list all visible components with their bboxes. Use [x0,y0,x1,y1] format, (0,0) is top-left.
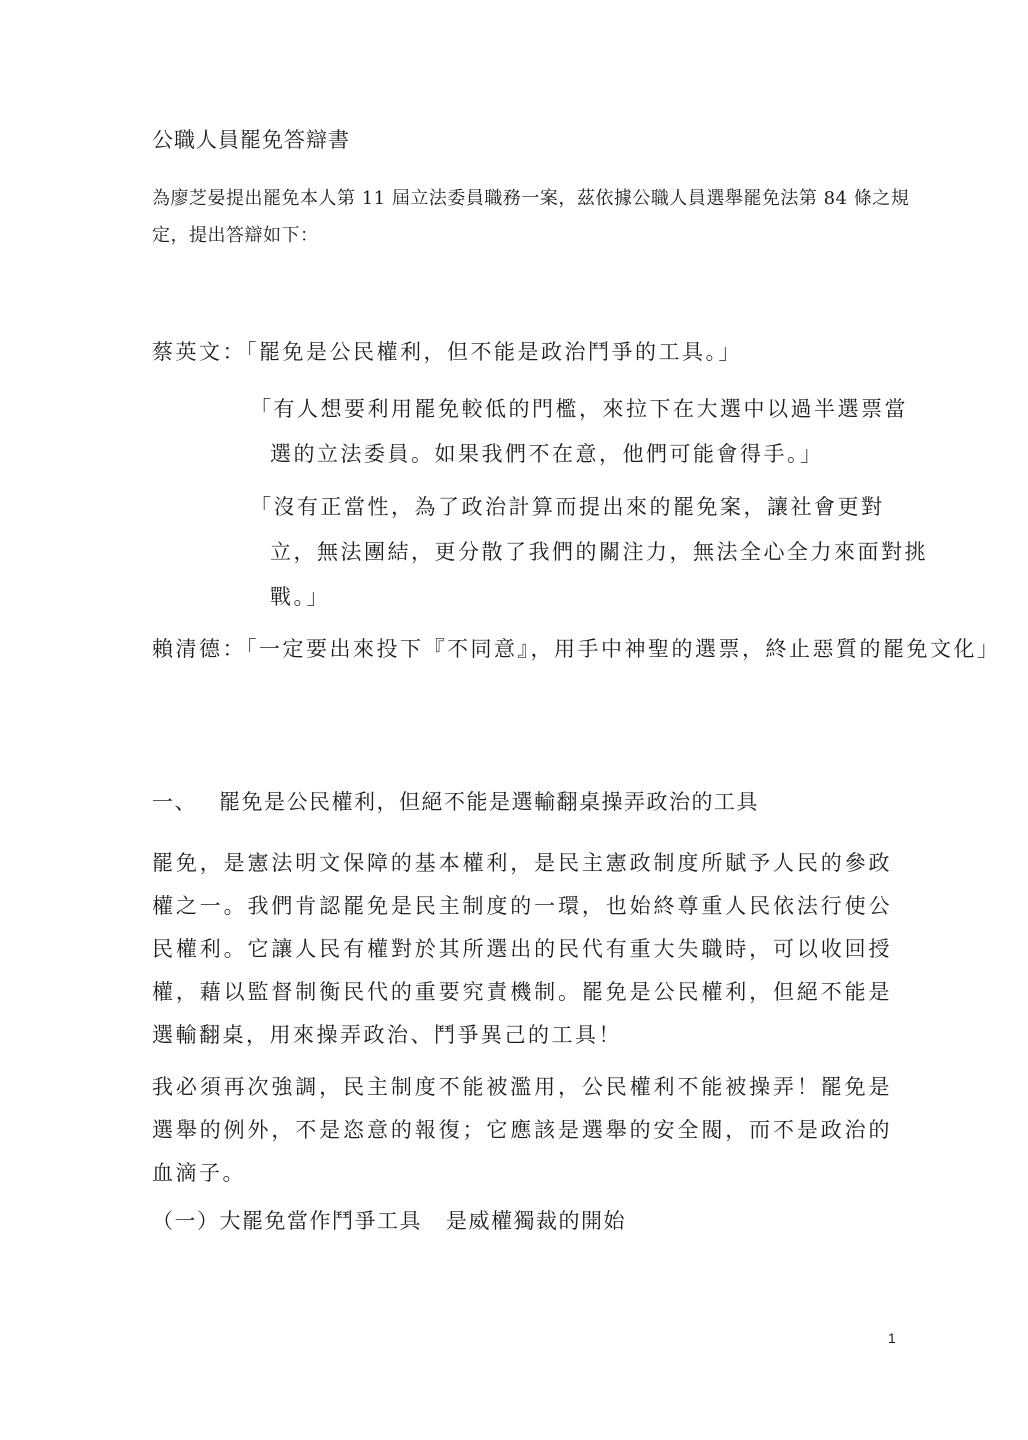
quote-tsai-2: 「有人想要利用罷免較低的門檻，來拉下在大選中以過半選票當選的立法委員。如果我們不在意，他們可能會得手。」 [250,397,908,466]
subsection-number: （一） [152,1209,220,1233]
body-paragraph-1: 罷免，是憲法明文保障的基本權利，是民主憲政制度所賦予人民的參政權之一。我們肯認罷免是民主制度的一環，也始終尊重人民依法行使公民權利。它讓人民有權對於其所選出的民代有重大失職時，可以收回授權，藉以監督制衡民代的重要究責機制。罷免是公民權利，但絕不能是選輸翻桌，用來操弄政治、鬥爭異己的工具！ [152,851,892,1047]
body-paragraph-2: 我必須再次強調，民主制度不能被濫用，公民權利不能被操弄！罷免是選舉的例外，不是恣意的報復；它應該是選舉的安全閥，而不是政治的血滴子。 [152,1075,892,1185]
intro-paragraph: 為廖芝晏提出罷免本人第 11 屆立法委員職務一案，茲依據公職人員選舉罷免法第 84 條之規定，提出答辯如下： [152,188,910,246]
section-heading-text: 罷免是公民權利，但絕不能是選輸翻桌操弄政治的工具 [219,790,759,814]
section-number: 一、 [152,790,197,814]
subsection-heading-part-b: 是威權獨裁的開始 [446,1209,626,1233]
quote-lai: 賴清德：「一定要出來投下『不同意』，用手中神聖的選票，終止惡質的罷免文化」 [152,637,1001,661]
section-heading [152,786,759,816]
subsection-heading-part-a: 大罷免當作鬥爭工具 [219,1209,422,1233]
quote-tsai-3: 「沒有正當性，為了政治計算而提出來的罷免案，讓社會更對立，無法團結，更分散了我們的關注力，無法全心全力來面對挑戰。」 [250,495,928,609]
quote-tsai-1: 蔡英文：「罷免是公民權利，但不能是政治鬥爭的工具。」 [152,340,742,364]
page-number: 1 [888,1330,896,1346]
subsection-heading [152,1205,626,1235]
document-title: 公職人員罷免答辯書 [152,128,350,152]
